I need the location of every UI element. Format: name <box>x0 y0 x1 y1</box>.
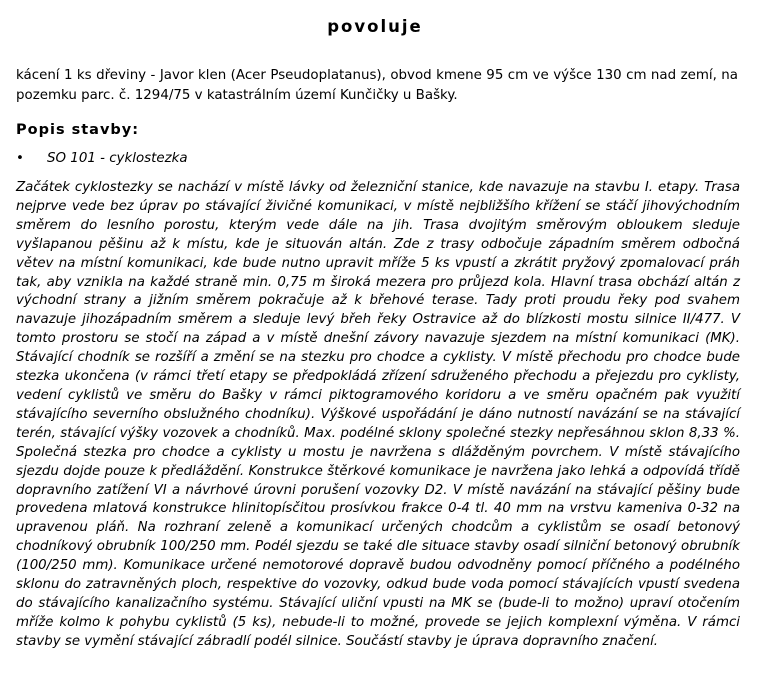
description-paragraph: Začátek cyklostezky se nachází v místě lávky od železniční stanice, kde navazuje na stavbu I. etapy. Trasa nejprve vede bez úprav po stávající živičné komunikaci, v místě nejbližšího křížení se stáčí jihovýchodním směrem do lesního porostu, kterým vede dále na jih. Trasa dvojitým směrovým obloukem sleduje vyšlapanou pěšinu až k místu, kde je situován altán. Zde z trasy odbočuje západním směrem odbočná větev na místní komunikaci, kde bude nutno upravit mříže 5 ks vpustí a zkrátit pryžový zpomalovací práh tak, aby vznikla na každé straně min. 0,75 m široká mezera pro průjezd kola. Hlavní trasa obchází altán z východní strany a jižním směrem pokračuje až k břehové terase. Tady proti proudu řeky pod svahem navazuje jihozápadním směrem a sleduje levý břeh řeky Ostravice až do blízkosti mostu silnice II/477. V tomto prostoru se stočí na západ a v místě dnešní závory navazuje sjezdem na místní komunikaci (MK). Stávající chodník se rozšíří a změní se na stezku pro chodce a cyklisty. V místě přechodu pro chodce bude stezka ukončena (v rámci třetí etapy se předpokládá zřízení sdruženého přechodu a přejezdu pro cyklisty, vedení cyklistů ve směru do Bašky v rámci piktogramového koridoru a ve směru opačném pak využití stávajícího severního obslužného chodníku). Výškové uspořádání je dáno nutností navázání se na stávající terén, stávající výšky vozovek a chodníků. Max. podélné sklony společné stezky nepřesáhnou sklon 8,33 %. Společná stezka pro chodce a cyklisty u mostu je navržena s dlážděným povrchem. V místě stávajícího sjezdu dojde pouze k předláždění. Konstrukce štěrkové komunikace je navržena jako lehká a odpovídá třídě dopravního zatížení VI a návrhové úrovni porušení vozovky D2. V místě navázání na stávající pěšiny bude provedena mlatová konstrukce hlinitopísčitou prosívkou frakce 0-4 tl. 40 mm na vrstvu kameniva 0-32 na upravenou pláň. Na rozhraní zeleně a komunikací určených chodcům a cyklistům se osadí betonový chodníkový obrubník 100/250 mm. Podél sjezdu se také dle situace stavby osadí silniční betonový obrubník (100/250 mm). Komunikace určené nemotorové dopravě budou odvodněny pomocí příčného a podélného sklonu do zatravněných ploch, respektive do vozovky, odkud bude voda pomocí stávajících vpustí svedena do stávajícího kanalizačního systému. Stávající uliční vpusti na MK se (bude-li to možno) upraví otočením mříže kolmo k pohybu cyklistů (5 ks), nebude-li to možné, provede se jejich komplexní výměna. V rámci stavby se vymění stávající zábradlí podél silnice. Součástí stavby je úprava dopravního značení. <box>16 180 740 649</box>
bullet-marker: • <box>16 151 24 166</box>
intro-paragraph: kácení 1 ks dřeviny - Javor klen (Acer Pseudoplatanus), obvod kmene 95 cm ve výšce 130 cm nad zemí, na pozemku parc. č. 1294/75 v katastrálním území Kunčičky u Bašky. <box>16 68 738 103</box>
section-title: Popis stavby: <box>16 122 140 138</box>
bullet-item-text: SO 101 - cyklostezka <box>47 151 188 166</box>
decision-heading: povoluje <box>327 17 423 36</box>
bullet-list-item <box>16 150 188 168</box>
